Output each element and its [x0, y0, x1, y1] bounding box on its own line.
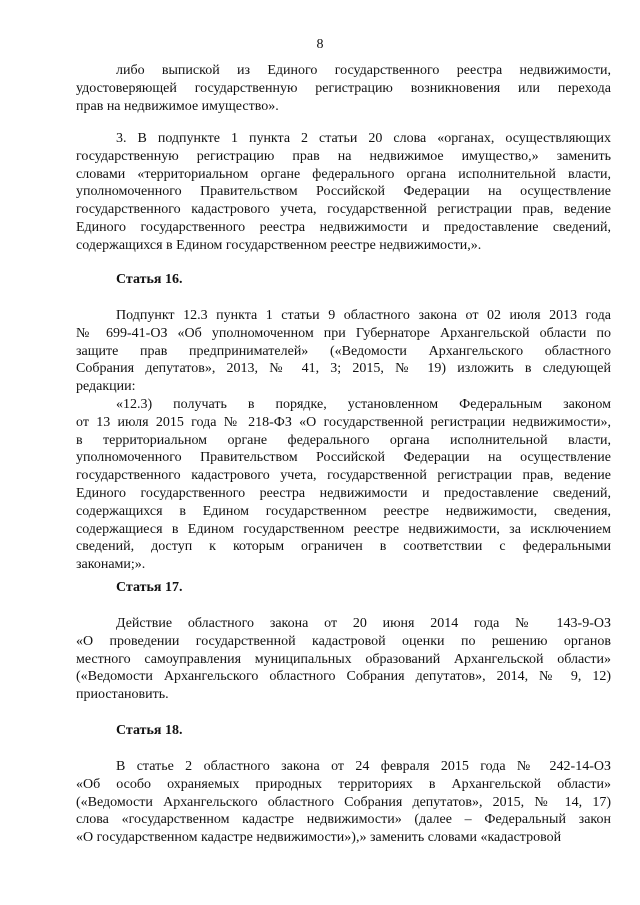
article-heading: Статья 16. [116, 272, 183, 287]
paragraph-line: защите прав предпринимателей» («Ведомости Архангельского областного [76, 343, 611, 359]
paragraph-line: государственного кадастрового учета, государственной регистрации прав, ведение [76, 468, 611, 484]
paragraph-line: от 13 июля 2015 года № 218-ФЗ «О государственной регистрации недвижимости», [76, 414, 611, 430]
paragraph-line: содержащихся в Едином государственном реестре недвижимости,». [76, 237, 482, 253]
paragraph-line: в территориальном органе федерального органа исполнительной власти, [76, 432, 611, 448]
paragraph-line: В статье 2 областного закона от 24 февраля 2015 года № 242-14-ОЗ [116, 759, 611, 774]
paragraph-line: 3. В подпункте 1 пункта 2 статьи 20 слова «органах, осуществляющих [116, 131, 611, 146]
paragraph-line: государственного кадастрового учета, государственной регистрации прав, ведение [76, 202, 611, 218]
paragraph-line: Подпункт 12.3 пункта 1 статьи 9 областного закона от 02 июля 2013 года [116, 308, 611, 323]
paragraph-line: («Ведомости Архангельского областного Собрания депутатов», 2015, № 14, 17) [76, 794, 611, 810]
paragraph-line: сведений, доступ к которым ограничен в соответствии с федеральными [76, 539, 611, 555]
article-heading: Статья 17. [116, 580, 183, 595]
paragraph-line: слова «государственном кадастре недвижимости» (далее – Федеральный закон [76, 812, 611, 828]
paragraph-line: уполномоченного Правительством Российской Федерации на осуществление [76, 450, 611, 466]
paragraph-line: «О проведении государственной кадастровой оценки по решению органов [76, 633, 611, 649]
paragraph-line: Действие областного закона от 20 июня 2014 года № 143-9-ОЗ [116, 616, 611, 631]
paragraph-line: Собрания депутатов», 2013, № 41, 3; 2015, № 19) изложить в следующей [76, 361, 611, 377]
paragraph-line: приостановить. [76, 687, 169, 703]
paragraph-line: «О государственном кадастре недвижимости»),» заменить словами «кадастровой [76, 830, 562, 846]
page-number: 8 [316, 37, 324, 52]
paragraph-line: Единого государственного реестра недвижимости и предоставление сведений, [76, 486, 611, 501]
paragraph-line: государственную регистрацию прав на недвижимое имущество,» заменить [76, 148, 611, 164]
paragraph-line: редакции: [76, 379, 136, 395]
article-heading: Статья 18. [116, 723, 183, 738]
paragraph-line: № 699-41-ОЗ «Об уполномоченном при Губернаторе Архангельской области по [76, 325, 611, 341]
paragraph-line: содержащиеся в Едином государственном реестре недвижимости, за исключением [76, 521, 611, 537]
paragraph-line: Единого государственного реестра недвижимости и предоставление сведений, [76, 220, 611, 235]
paragraph-line: либо выпиской из Единого государственного реестра недвижимости, [116, 63, 611, 78]
paragraph-line: уполномоченного Правительством Российской Федерации на осуществление [76, 184, 611, 200]
paragraph-line: словами «территориальном органе федерального органа исполнительной власти, [76, 166, 611, 182]
paragraph-line: удостоверяющей государственную регистрацию возникновения или перехода [76, 80, 611, 96]
paragraph-line: законами;». [76, 557, 146, 573]
paragraph-line: «12.3) получать в порядке, установленном Федеральным законом [116, 397, 611, 412]
paragraph-line: прав на недвижимое имущество». [76, 98, 279, 114]
paragraph-line: содержащихся в Едином государственном реестре недвижимости, сведения, [76, 503, 611, 519]
paragraph-line: («Ведомости Архангельского областного Собрания депутатов», 2014, № 9, 12) [76, 669, 611, 685]
paragraph-line: «Об особо охраняемых природных территориях в Архангельской области» [76, 776, 611, 792]
paragraph-line: местного самоуправления муниципальных образований Архангельской области» [76, 651, 611, 667]
